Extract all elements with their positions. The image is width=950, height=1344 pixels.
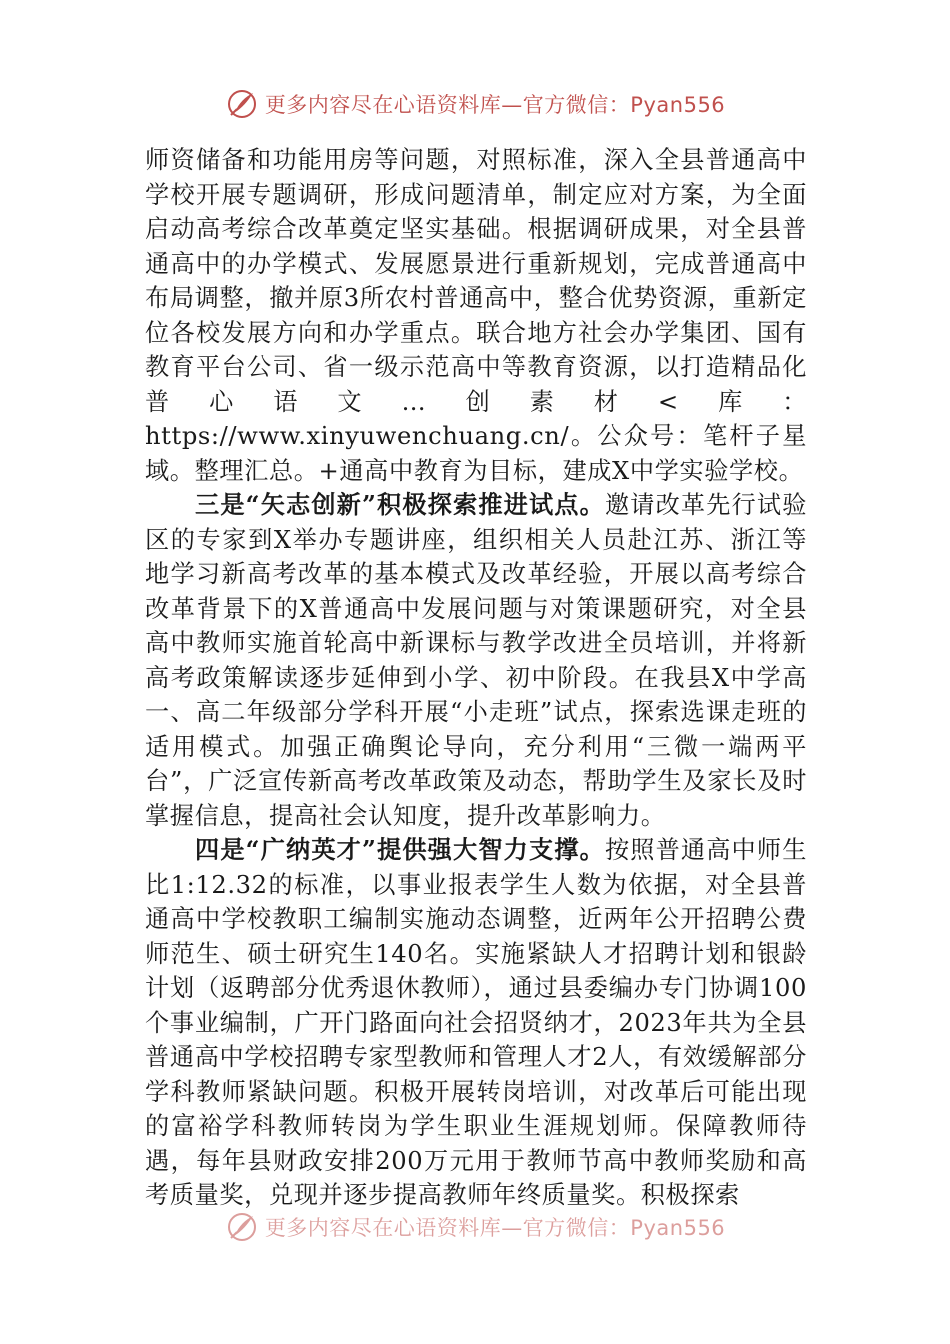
- paragraph-3-lead: 四是“广纳英才”提供强大智力支撑。: [195, 835, 605, 864]
- header-watermark-text: 更多内容尽在心语资料库—官方微信：Pyan556: [264, 93, 726, 117]
- paragraph-2: [145, 488, 807, 833]
- paragraph-1-text: 师资储备和功能用房等问题，对照标准，深入全县普通高中学校开展专题调研，形成问题清单，制定应对方案，为全面启动高考综合改革奠定坚实基础。根据调研成果，对全县普通高中的办学模式、发展愿景进行重新规划，完成普通高中布局调整，撤并原3所农村普通高中，整合优势资源，重新定位各校发展方向和办学重点。联合地方社会办学集团、国有教育平台公司、省一级示范高中等教育资源，以打造精品化普心语文…创素材<库：https://www.xinyuwenchuang.cn/。公众号：笔杆子星域。整理汇总。+通高中教育为目标，建成X中学实验学校。: [145, 146, 807, 485]
- page-header-watermark: [0, 86, 950, 122]
- quill-logo-icon: [225, 1210, 259, 1241]
- paragraph-3-text: 按照普通高中师生比1:12.32的标准，以事业报表学生人数为依据，对全县普通高中学校教职工编制实施动态调整，近两年公开招聘公费师范生、硕士研究生140名。实施紧缺人才招聘计划和银龄计划（返聘部分优秀退休教师），通过县委编办专门协调100个事业编制，广开门路面向社会招贤纳才，2023年共为全县普通高中学校招聘专家型教师和管理人才2人，有效缓解部分学科教师紧缺问题。积极开展转岗培训，对改革后可能出现的富裕学科教师转岗为学生职业生涯规划师。保障教师待遇，每年县财政安排200万元用于教师节高中教师奖励和高考质量奖，兑现并逐步提高教师年终质量奖。积极探索: [145, 836, 807, 1209]
- paragraph-2-text: 邀请改革先行试验区的专家到X举办专题讲座，组织相关人员赴江苏、浙江等地学习新高考改革的基本模式及改革经验，开展以高考综合改革背景下的X普通高中发展问题与对策课题研究，对全县高中教师实施首轮高中新课标与教学改进全员培训，并将新高考政策解读逐步延伸到小学、初中阶段。在我县X中学高一、高二年级部分学科开展“小走班”试点，探索选课走班的适用模式。加强正确舆论导向，充分利用“三微一端两平台”，广泛宣传新高考改革政策及动态，帮助学生及家长及时掌握信息，提高社会认知度，提升改革影响力。: [145, 491, 807, 830]
- paragraph-3: [145, 833, 807, 1213]
- document-body: [145, 143, 807, 1213]
- paragraph-1: [145, 143, 807, 488]
- page-footer-watermark: [0, 1205, 950, 1241]
- paragraph-2-lead: 三是“矢志创新”积极探索推进试点。: [195, 490, 605, 519]
- footer-watermark-text: 更多内容尽在心语资料库—官方微信：Pyan556: [264, 1216, 726, 1240]
- quill-logo-icon: [225, 87, 259, 121]
